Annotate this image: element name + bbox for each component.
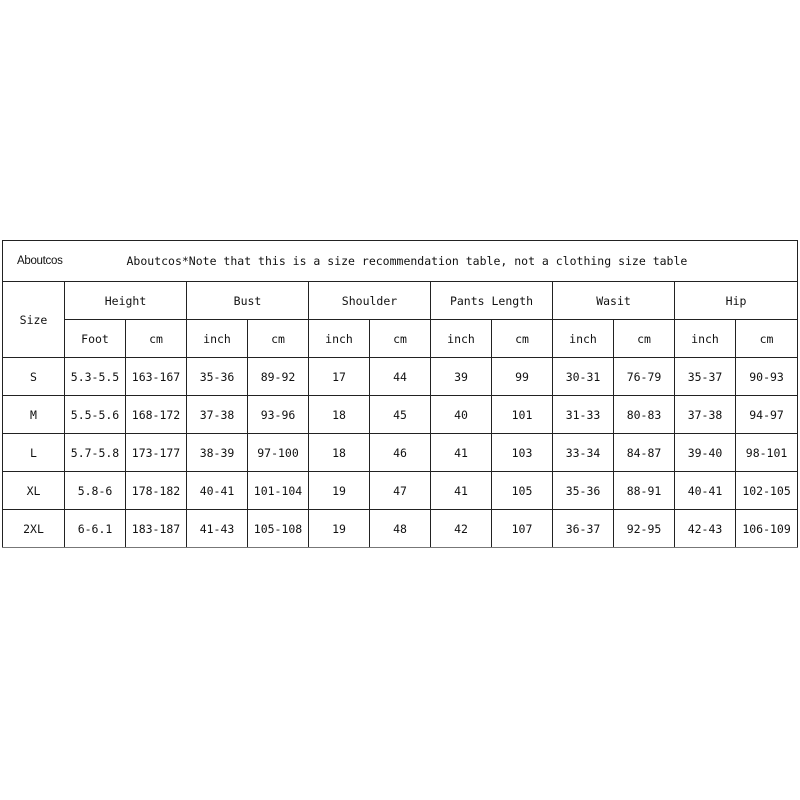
table-row xyxy=(3,396,798,434)
table-cell: 41-43 xyxy=(187,510,248,548)
header-hip: Hip xyxy=(675,282,798,320)
unit-header: cm xyxy=(736,320,798,358)
table-cell: 39-40 xyxy=(675,434,736,472)
table-cell: 98-101 xyxy=(736,434,798,472)
table-cell: 31-33 xyxy=(553,396,614,434)
table-cell: 183-187 xyxy=(126,510,187,548)
table-cell: 5.7-5.8 xyxy=(65,434,126,472)
table-cell: 102-105 xyxy=(736,472,798,510)
table-cell: 35-36 xyxy=(187,358,248,396)
table-cell: 46 xyxy=(370,434,431,472)
unit-header: cm xyxy=(248,320,309,358)
unit-header: inch xyxy=(553,320,614,358)
table-cell: 106-109 xyxy=(736,510,798,548)
table-cell: 41 xyxy=(431,472,492,510)
table-cell: 44 xyxy=(370,358,431,396)
table-row xyxy=(3,472,798,510)
header-height: Height xyxy=(65,282,187,320)
size-label: S xyxy=(3,358,65,396)
table-cell: 48 xyxy=(370,510,431,548)
table-cell: 76-79 xyxy=(614,358,675,396)
table-cell: 105 xyxy=(492,472,553,510)
table-cell: 37-38 xyxy=(675,396,736,434)
unit-header: inch xyxy=(187,320,248,358)
table-cell: 92-95 xyxy=(614,510,675,548)
unit-header: inch xyxy=(675,320,736,358)
table-cell: 97-100 xyxy=(248,434,309,472)
table-cell: 101-104 xyxy=(248,472,309,510)
header-bust: Bust xyxy=(187,282,309,320)
size-chart-table xyxy=(2,240,798,548)
table-cell: 42 xyxy=(431,510,492,548)
table-cell: 41 xyxy=(431,434,492,472)
table-row xyxy=(3,358,798,396)
table-cell: 163-167 xyxy=(126,358,187,396)
table-cell: 18 xyxy=(309,434,370,472)
table-cell: 39 xyxy=(431,358,492,396)
table-cell: 168-172 xyxy=(126,396,187,434)
size-label: M xyxy=(3,396,65,434)
header-unit-row xyxy=(3,320,798,358)
table-cell: 103 xyxy=(492,434,553,472)
unit-header: cm xyxy=(370,320,431,358)
unit-header: cm xyxy=(614,320,675,358)
table-cell: 90-93 xyxy=(736,358,798,396)
table-cell: 5.3-5.5 xyxy=(65,358,126,396)
table-cell: 36-37 xyxy=(553,510,614,548)
size-label: XL xyxy=(3,472,65,510)
unit-header: inch xyxy=(431,320,492,358)
table-cell: 40-41 xyxy=(187,472,248,510)
brand-name: Aboutcos xyxy=(3,241,126,282)
table-cell: 93-96 xyxy=(248,396,309,434)
unit-header: Foot xyxy=(65,320,126,358)
table-cell: 6-6.1 xyxy=(65,510,126,548)
table-cell: 47 xyxy=(370,472,431,510)
header-shoulder: Shoulder xyxy=(309,282,431,320)
table-cell: 30-31 xyxy=(553,358,614,396)
size-note: Aboutcos*Note that this is a size recommendation table, not a clothing size table xyxy=(126,241,798,282)
table-cell: 35-36 xyxy=(553,472,614,510)
table-cell: 33-34 xyxy=(553,434,614,472)
table-cell: 5.5-5.6 xyxy=(65,396,126,434)
table-cell: 99 xyxy=(492,358,553,396)
table-cell: 37-38 xyxy=(187,396,248,434)
table-cell: 101 xyxy=(492,396,553,434)
table-cell: 178-182 xyxy=(126,472,187,510)
unit-header: inch xyxy=(309,320,370,358)
table-cell: 84-87 xyxy=(614,434,675,472)
header-pants-length: Pants Length xyxy=(431,282,553,320)
table-cell: 80-83 xyxy=(614,396,675,434)
header-waist: Wasit xyxy=(553,282,675,320)
table-cell: 35-37 xyxy=(675,358,736,396)
table-cell: 89-92 xyxy=(248,358,309,396)
table-cell: 5.8-6 xyxy=(65,472,126,510)
table-cell: 38-39 xyxy=(187,434,248,472)
table-cell: 173-177 xyxy=(126,434,187,472)
header-group-row xyxy=(3,282,798,320)
table-cell: 17 xyxy=(309,358,370,396)
table-cell: 40-41 xyxy=(675,472,736,510)
table-cell: 105-108 xyxy=(248,510,309,548)
table-cell: 45 xyxy=(370,396,431,434)
table-row xyxy=(3,434,798,472)
table-cell: 107 xyxy=(492,510,553,548)
unit-header: cm xyxy=(492,320,553,358)
table-cell: 88-91 xyxy=(614,472,675,510)
size-label: 2XL xyxy=(3,510,65,548)
table-cell: 94-97 xyxy=(736,396,798,434)
table-cell: 19 xyxy=(309,510,370,548)
size-header: Size xyxy=(3,282,65,358)
title-row xyxy=(3,241,798,282)
table-cell: 19 xyxy=(309,472,370,510)
table-row xyxy=(3,510,798,548)
size-label: L xyxy=(3,434,65,472)
table-cell: 42-43 xyxy=(675,510,736,548)
table-cell: 18 xyxy=(309,396,370,434)
table-cell: 40 xyxy=(431,396,492,434)
unit-header: cm xyxy=(126,320,187,358)
